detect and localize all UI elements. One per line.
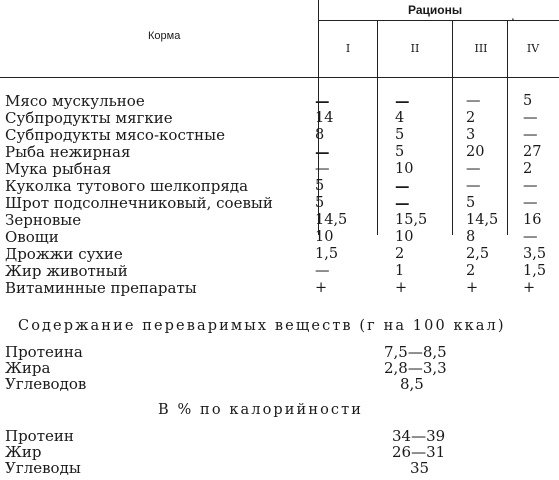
ration-value: 5	[395, 127, 405, 143]
nutrient-name: Углеводов	[5, 375, 87, 393]
ration-value: —	[315, 263, 330, 279]
table-row	[0, 229, 559, 246]
nutrient-name: Жир	[5, 443, 42, 461]
ration-value: +	[523, 280, 536, 296]
ration-value: 1	[395, 263, 405, 279]
nutrient-value: 7,5—8,5	[384, 343, 447, 361]
feed-name: Субпродукты мягкие	[5, 109, 173, 127]
ration-number-3: III	[474, 42, 488, 55]
nutrient-value: 35	[410, 459, 430, 477]
table-row	[0, 93, 559, 110]
table-row	[0, 110, 559, 127]
ration-value: 8	[315, 127, 325, 143]
ration-value: 10	[395, 161, 414, 177]
ration-value: —	[466, 93, 481, 109]
ration-value: —	[523, 229, 538, 245]
nutrient-name: Углеводы	[5, 459, 81, 477]
ration-value: 5	[315, 195, 325, 211]
table-row	[0, 144, 559, 161]
ration-value: 14,5	[315, 212, 348, 228]
feed-name: Зерновые	[5, 211, 82, 229]
ration-value: —	[315, 144, 330, 161]
nutrient-value: 34—39	[392, 427, 446, 445]
nutrient-name: Жира	[5, 359, 51, 377]
ration-value: 15,5	[395, 212, 428, 228]
ration-value: 2	[523, 161, 533, 177]
feed-column-header: Корма	[148, 30, 181, 42]
nutrient-value: 26—31	[392, 443, 446, 461]
ration-value: 2	[395, 246, 405, 262]
feed-name: Куколка тутового шелкопряда	[5, 177, 249, 195]
ration-value: +	[466, 280, 479, 296]
table-row	[0, 212, 559, 229]
feed-name: Мясо мускульное	[5, 92, 145, 110]
ration-value: 5	[315, 178, 325, 194]
ration-value: +	[395, 280, 408, 296]
ration-value: 8	[466, 229, 476, 245]
ration-value: —	[315, 161, 330, 177]
feed-name: Жир животный	[5, 262, 128, 280]
ration-value: 2,5	[466, 246, 490, 262]
ration-number-2: II	[410, 42, 420, 55]
print-dot: .	[511, 9, 515, 23]
ration-value: 2	[466, 110, 476, 126]
table-row	[0, 178, 559, 195]
feed-name: Субпродукты мясо-костные	[5, 126, 225, 144]
ration-value: 10	[315, 229, 334, 245]
ration-value: —	[395, 93, 410, 110]
ration-value: —	[466, 161, 481, 177]
ration-value: 20	[466, 144, 485, 160]
nutrient-value: 8,5	[400, 375, 424, 393]
table-row	[0, 161, 559, 178]
ration-value: 4	[395, 110, 405, 126]
ration-value: 16	[523, 212, 542, 228]
ration-number-1: I	[345, 42, 351, 55]
table-row	[0, 127, 559, 144]
ration-value: —	[523, 178, 538, 194]
ration-value: 5	[395, 144, 405, 160]
table-row	[0, 280, 559, 297]
ration-value: 1,5	[315, 246, 339, 262]
ration-value: —	[523, 195, 538, 211]
ration-value: 2	[466, 263, 476, 279]
header-bottom-rule	[0, 77, 559, 78]
ration-value: 10	[395, 229, 414, 245]
nutrient-value: 2,8—3,3	[384, 359, 447, 377]
ration-value: —	[395, 195, 410, 212]
nutrient-name: Протеина	[5, 343, 83, 361]
feed-name: Овощи	[5, 228, 59, 246]
feed-name: Мука рыбная	[5, 160, 112, 178]
feed-name: Дрожжи сухие	[5, 245, 123, 263]
ration-number-4: IV	[526, 42, 540, 55]
ration-value: 14	[315, 110, 334, 126]
table-row	[0, 263, 559, 280]
table-row	[0, 195, 559, 212]
ration-value: —	[523, 127, 538, 143]
digestible-section-title: Содержание переваримых веществ (г на 100 ккал)	[18, 318, 506, 334]
ration-value: —	[395, 178, 410, 195]
ration-value: 5	[523, 93, 533, 109]
ration-value: 5	[466, 195, 476, 211]
rations-group-header: Рационы	[408, 3, 463, 17]
ration-value: 27	[523, 144, 542, 160]
table-row	[0, 246, 559, 263]
caloric-section-title: В % по калорийности	[158, 402, 364, 418]
ration-value: 14,5	[466, 212, 499, 228]
ration-value: 3	[466, 127, 476, 143]
ration-value: 3,5	[523, 246, 547, 262]
ration-value: 1,5	[523, 263, 547, 279]
ration-value: —	[315, 93, 330, 110]
feed-name: Шрот подсолнечниковый, соевый	[5, 194, 273, 212]
header-rule-rations	[318, 20, 559, 21]
ration-value: —	[523, 110, 538, 126]
feed-name: Рыба нежирная	[5, 143, 131, 161]
ration-value: +	[315, 280, 328, 296]
feed-name: Витаминные препараты	[5, 279, 197, 297]
nutrient-name: Протеин	[5, 427, 74, 445]
ration-value: —	[466, 178, 481, 194]
